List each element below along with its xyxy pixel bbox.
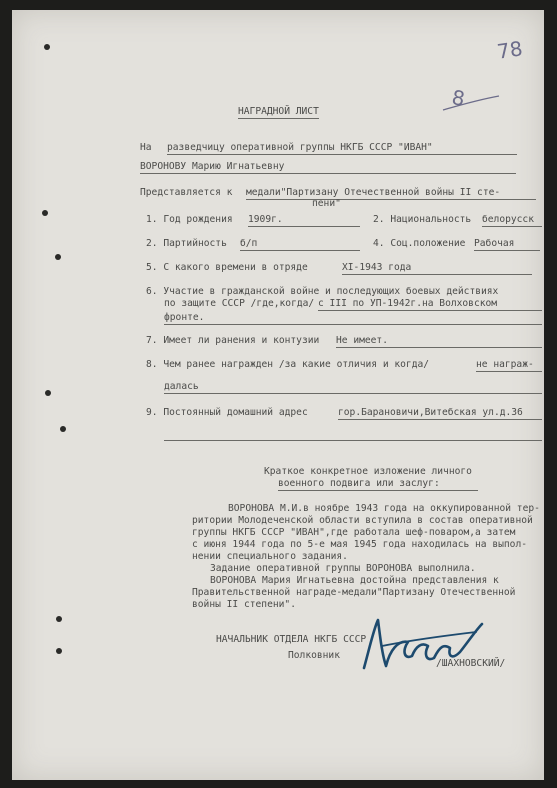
nominated-value-cont: пени" [312, 198, 341, 209]
nominated-label: Представляется к [140, 187, 233, 198]
q3-label: 2. Национальность [373, 214, 472, 225]
q2-value: б/п [240, 238, 360, 251]
q7-value: Не имеет. [336, 335, 542, 348]
summary-title-line2: военного подвига или заслуг: [278, 478, 478, 491]
q9-label: 9. Постоянный домашний адрес [146, 407, 308, 418]
q5-label: 5. С какого времени в отряде [146, 262, 308, 273]
q5-value: XI-1943 года [342, 262, 532, 275]
field-na-value: разведчицу оперативной группы НКГБ СССР "ИВАН" [167, 142, 517, 155]
body-line: Правительственной награде-медали"Партизану Отечественной [192, 587, 516, 598]
body-line: с июня 1944 года по 5-е мая 1945 года находилась на выпол- [192, 539, 528, 550]
blank-rule [164, 440, 542, 441]
body-line: ВОРОНОВА М.И.в ноябре 1943 года на оккупированной тер- [228, 503, 540, 514]
q7-label: 7. Имеет ли ранения и контузии [146, 335, 320, 346]
q6-line1: 6. Участие в гражданской войне и последующих боевых действиях [146, 286, 499, 297]
signatory-rank: Полковник [288, 650, 340, 661]
signatory-name: /ШАХНОВСКИЙ/ [436, 658, 506, 669]
body-line: ритории Молодеченской области вступила в состав оперативной [192, 515, 533, 526]
body-line: группы НКГБ СССР "ИВАН",где работала шеф-повaром,а затем [192, 527, 516, 538]
handwritten-signature [352, 606, 492, 686]
field-na-label: На [140, 142, 152, 153]
q9-value: гор.Барановичи,Витебская ул.д.36 [338, 407, 542, 420]
body-line: Задание оперативной группы ВОРОНОВА выполнила. [210, 563, 476, 574]
q2-label: 2. Партийность [146, 238, 227, 249]
q8-value: не награж- [476, 359, 542, 372]
punch-hole [56, 648, 62, 654]
punch-hole [45, 390, 51, 396]
body-line: ВОРОНОВА Мария Игнатьевна достойна представления к [210, 575, 499, 586]
summary-title-line1: Краткое конкретное изложение личного [264, 466, 472, 477]
body-line: войны II степени". [192, 599, 296, 610]
punch-hole [56, 616, 62, 622]
pencil-stroke [437, 88, 507, 118]
document-sheet [12, 10, 544, 780]
q4-label: 4. Соц.положение [373, 238, 466, 249]
signatory-title: НАЧАЛЬНИК ОТДЕЛА НКГБ СССР [216, 634, 367, 645]
q1-value: 1909г. [248, 214, 360, 227]
nominee-name: ВОРОНОВУ Марию Игнатьевну [140, 161, 516, 174]
pencil-mark: 8 [450, 85, 467, 111]
q4-value: Рабочая [474, 238, 540, 251]
q6-line3: фронте. [164, 312, 542, 325]
punch-hole [42, 210, 48, 216]
q3-value: белорусск [482, 214, 542, 227]
document-title: НАГРАДНОЙ ЛИСТ [238, 106, 319, 117]
punch-hole [60, 426, 66, 432]
q1-label: 1. Год рождения [146, 214, 233, 225]
q6-line2-value: с III по УП-1942г.на Волховском [318, 298, 542, 311]
q8-label: 8. Чем ранее награжден /за какие отличия и когда/ [146, 359, 430, 370]
nominated-value: медали"Партизану Отечественной войны II сте- [246, 187, 536, 200]
punch-hole [44, 44, 50, 50]
q6-line2-label: по защите СССР /где,когда/ [164, 298, 315, 309]
punch-hole [55, 254, 61, 260]
page-number: 78 [495, 36, 524, 64]
q8-value-cont: далась [164, 381, 542, 394]
body-line: нении специального задания. [192, 551, 348, 562]
